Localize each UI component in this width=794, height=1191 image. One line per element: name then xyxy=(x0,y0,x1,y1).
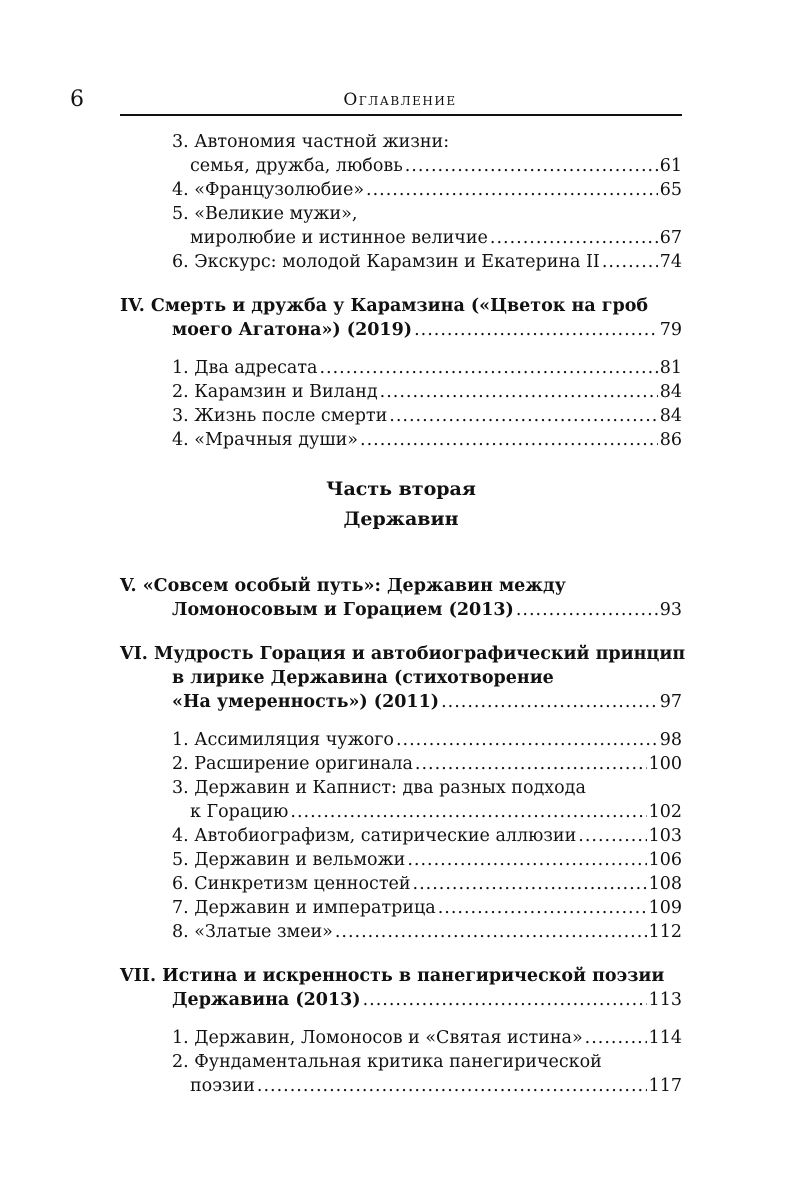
toc-page-number: 109 xyxy=(648,898,682,918)
toc-entry-title: 5. Державин и вельможи xyxy=(172,850,406,870)
toc-chapter xyxy=(120,318,682,342)
header-rule xyxy=(120,114,682,116)
toc-chapter-title: в лирике Державина (стихотворение xyxy=(172,668,554,688)
toc-page-number: 114 xyxy=(648,1028,682,1048)
toc-entry xyxy=(120,130,682,154)
toc-entry-title: 2. Карамзин и Виланд xyxy=(172,382,378,402)
toc-chapter-title: VII. Истина и искренность в панегирической поэзии xyxy=(120,966,665,986)
toc-page-number: 84 xyxy=(659,406,682,426)
toc-page-number: 117 xyxy=(648,1076,682,1096)
table-of-contents xyxy=(120,130,686,1098)
toc-chapter xyxy=(120,598,682,622)
dot-leader xyxy=(602,250,658,274)
dot-leader xyxy=(516,598,658,622)
toc-page-number: 61 xyxy=(659,156,682,176)
toc-page-number: 98 xyxy=(659,730,682,750)
page-number: 6 xyxy=(70,87,84,112)
toc-chapter-title: VI. Мудрость Горация и автобиографический принцип xyxy=(120,644,686,664)
toc-entry xyxy=(120,226,682,250)
toc-chapter-title: IV. Смерть и дружба у Карамзина («Цветок на гроб xyxy=(120,296,649,316)
toc-entry xyxy=(120,250,682,274)
dot-leader xyxy=(413,872,647,896)
toc-chapter xyxy=(120,574,682,598)
toc-chapter-title: «На умеренность») (2011) xyxy=(172,692,440,712)
toc-entry-title: 3. Жизнь после смерти xyxy=(172,406,388,426)
toc-entry xyxy=(120,154,682,178)
toc-entry-title: 5. «Великие мужи», xyxy=(172,204,358,224)
dot-leader xyxy=(290,800,646,824)
toc-chapter-title: V. «Совсем особый путь»: Державин между xyxy=(120,576,566,596)
toc-entry xyxy=(120,824,682,848)
toc-entry-title: 1. Державин, Ломоносов и «Святая истина» xyxy=(172,1028,583,1048)
part-label: Часть вторая xyxy=(326,478,476,500)
toc-page-number: 113 xyxy=(648,990,682,1010)
toc-entry xyxy=(120,800,682,824)
toc-page-number: 103 xyxy=(648,826,682,846)
toc-entry xyxy=(120,848,682,872)
toc-chapter-title: Державина (2013) xyxy=(172,990,361,1010)
toc-entry xyxy=(120,428,682,452)
dot-leader xyxy=(490,226,658,250)
toc-page-number: 108 xyxy=(648,874,682,894)
toc-entry-title: 3. Державин и Капнист: два разных подхода xyxy=(172,778,586,798)
toc-chapter xyxy=(120,690,682,714)
toc-page-number: 67 xyxy=(659,228,682,248)
toc-entry xyxy=(120,356,682,380)
dot-leader xyxy=(415,752,647,776)
toc-entry-title: 3. Автономия частной жизни: xyxy=(172,132,450,152)
toc-entry xyxy=(120,202,682,226)
dot-leader xyxy=(407,848,646,872)
dot-leader xyxy=(438,896,647,920)
toc-entry-title: 4. «Мрачныя души» xyxy=(172,430,358,450)
dot-leader xyxy=(319,356,657,380)
dot-leader xyxy=(380,380,658,404)
toc-entry-title: 6. Экскурс: молодой Карамзин и Екатерина II xyxy=(172,252,600,272)
running-title: Оглавление xyxy=(343,90,457,110)
dot-leader xyxy=(405,154,658,178)
toc-page-number: 102 xyxy=(648,802,682,822)
toc-entry xyxy=(120,896,682,920)
toc-entry-title: семья, дружба, любовь xyxy=(190,156,403,176)
toc-entry xyxy=(120,380,682,404)
toc-page-number: 84 xyxy=(659,382,682,402)
toc-chapter xyxy=(120,964,682,988)
toc-chapter xyxy=(120,988,682,1012)
toc-entry-title: к Горацию xyxy=(190,802,289,822)
dot-leader xyxy=(585,1026,647,1050)
toc-chapter-title: Ломоносовым и Горацием (2013) xyxy=(172,600,514,620)
toc-entry xyxy=(120,728,682,752)
dot-leader xyxy=(360,428,658,452)
dot-leader xyxy=(363,988,647,1012)
toc-page-number: 112 xyxy=(648,922,682,942)
toc-page-number: 97 xyxy=(659,692,682,712)
toc-page-number: 65 xyxy=(659,180,682,200)
toc-entry xyxy=(120,752,682,776)
toc-page-number: 81 xyxy=(659,358,682,378)
toc-entry-title: 4. Автобиографизм, сатирические аллюзии xyxy=(172,826,577,846)
dot-leader xyxy=(366,178,658,202)
dot-leader xyxy=(389,404,657,428)
toc-entry-title: 4. «Французолюбие» xyxy=(172,180,365,200)
toc-entry-title: 1. Ассимиляция чужого xyxy=(172,730,394,750)
toc-entry-title: 2. Фундаментальная критика панегирической xyxy=(172,1052,602,1072)
toc-page-number: 93 xyxy=(659,600,682,620)
toc-entry-title: 8. «Златые змеи» xyxy=(172,922,333,942)
toc-chapter xyxy=(120,642,686,666)
dot-leader xyxy=(335,920,647,944)
dot-leader xyxy=(414,318,658,342)
toc-entry xyxy=(120,872,682,896)
toc-entry xyxy=(120,404,682,428)
toc-entry-title: поэзии xyxy=(190,1076,255,1096)
toc-entry xyxy=(120,1050,682,1074)
toc-page-number: 106 xyxy=(648,850,682,870)
dot-leader xyxy=(396,728,658,752)
toc-entry-title: миролюбие и истинное величие xyxy=(190,228,488,248)
toc-page-number: 86 xyxy=(659,430,682,450)
part-title: Державин xyxy=(343,508,459,530)
toc-page-number: 79 xyxy=(659,320,682,340)
toc-entry xyxy=(120,1026,682,1050)
dot-leader xyxy=(578,824,646,848)
toc-entry xyxy=(120,920,682,944)
toc-page-number: 74 xyxy=(659,252,682,272)
toc-chapter xyxy=(120,294,682,318)
toc-entry-title: 6. Синкретизм ценностей xyxy=(172,874,411,894)
toc-entry-title: 2. Расширение оригинала xyxy=(172,754,413,774)
toc-entry xyxy=(120,178,682,202)
toc-chapter-title: моего Агатона») (2019) xyxy=(172,320,413,340)
dot-leader xyxy=(441,690,658,714)
toc-page-number: 100 xyxy=(648,754,682,774)
toc-entry-title: 1. Два адресата xyxy=(172,358,318,378)
toc-entry xyxy=(120,1074,682,1098)
dot-leader xyxy=(257,1074,647,1098)
toc-entry-title: 7. Державин и императрица xyxy=(172,898,436,918)
toc-entry xyxy=(120,776,682,800)
toc-chapter xyxy=(120,666,682,690)
